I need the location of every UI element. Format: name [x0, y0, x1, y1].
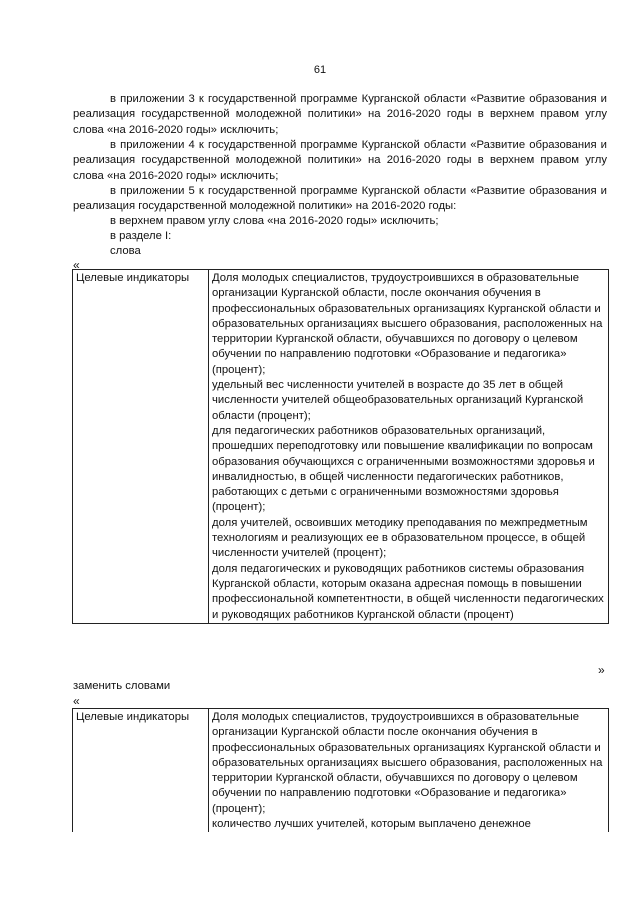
- replace-label: заменить словами: [73, 680, 171, 692]
- close-quote: »: [598, 663, 605, 677]
- indicator-content-cell: [209, 270, 609, 624]
- amendment-paragraph-appendix-5: [73, 184, 607, 215]
- page-bottom-margin: [0, 836, 640, 905]
- indicator-item: Доля молодых специалистов, трудоустроившихся в образовательные организации Курганской области, после окончания обучения в профессиональных образовательных организациях Курганской области и образовательных организациях высшего образования, расположенных на территории Курганской области, обучавшихся по договору о целевом обучении по направлению подготовки «Образование и педагогика» (процент);: [212, 272, 603, 376]
- table-row: [73, 270, 609, 624]
- indicator-item: количество лучших учителей, которым выплачено денежное: [212, 818, 531, 831]
- table-row: [73, 709, 609, 833]
- indicator-content-cell: [209, 709, 609, 833]
- instruction-line: в верхнем правом углу слова «на 2016-2020 годы» исключить;: [110, 215, 439, 227]
- indicator-item: для педагогических работников образовательных организаций, прошедших переподготовку или повышение квалификации по вопросам образования обучающихся с ограниченными возможностями здоровья и инвалидностью, в общей численности педагогических работников, работающих с детьми с ограниченными возможностями здоровья (процент);: [212, 424, 595, 514]
- paragraph-text: в приложении 4 к государственной программе Курганской области «Развитие образования и реализация государственной молодежной политики» на 2016-2020 годы в верхнем правом углу слова «на 2016-2020 годы» исключить;: [73, 139, 607, 182]
- amendment-paragraph-appendix-3: [73, 92, 607, 138]
- paragraph-text: в приложении 3 к государственной программе Курганской области «Развитие образования и реализация государственной молодежной политики» на 2016-2020 годы в верхнем правом углу слова «на 2016-2020 годы» исключить;: [73, 93, 607, 136]
- indicator-item: доля педагогических и руководящих работников системы образования Курганской области, которым оказана адресная помощь в повышении профессиональной компетентности, в общей численности педагогических и руководящих работников Курганской области (процент): [212, 562, 604, 621]
- indicators-table-old: [72, 269, 609, 624]
- paragraph-text: в приложении 5 к государственной программе Курганской области «Развитие образования и реализация государственной молодежной политики» на 2016-2020 годы:: [73, 185, 607, 213]
- open-quote-2: «: [73, 694, 80, 708]
- indicator-item: доля учителей, освоивших методику преподавания по межпредметным технологиям и реализующих ее в образовательном процессе, в общей численности учителей (процент);: [212, 516, 588, 560]
- indicators-table-new: [72, 708, 609, 832]
- indicator-item: Доля молодых специалистов, трудоустроившихся в образовательные организации Курганской области после окончания обучения в профессиональных образовательных организациях Курганской области и образовательных организациях высшего образования, расположенных на территории Курганской области, обучавшихся по договору о целевом обучении по направлению подготовки «Образование и педагогика» (процент);: [212, 711, 603, 815]
- words-line: слова: [110, 245, 141, 257]
- open-quote: «: [73, 258, 80, 272]
- section-line: в разделе I:: [110, 230, 172, 242]
- indicator-label-cell: Целевые индикаторы: [73, 270, 209, 624]
- indicator-item: удельный вес численности учителей в возрасте до 35 лет в общей численности учителей общеобразовательных организаций Курганской области (процент);: [212, 379, 584, 422]
- page-number: 61: [313, 64, 327, 76]
- indicator-label-cell: Целевые индикаторы: [73, 709, 209, 833]
- amendment-paragraph-appendix-4: [73, 138, 607, 184]
